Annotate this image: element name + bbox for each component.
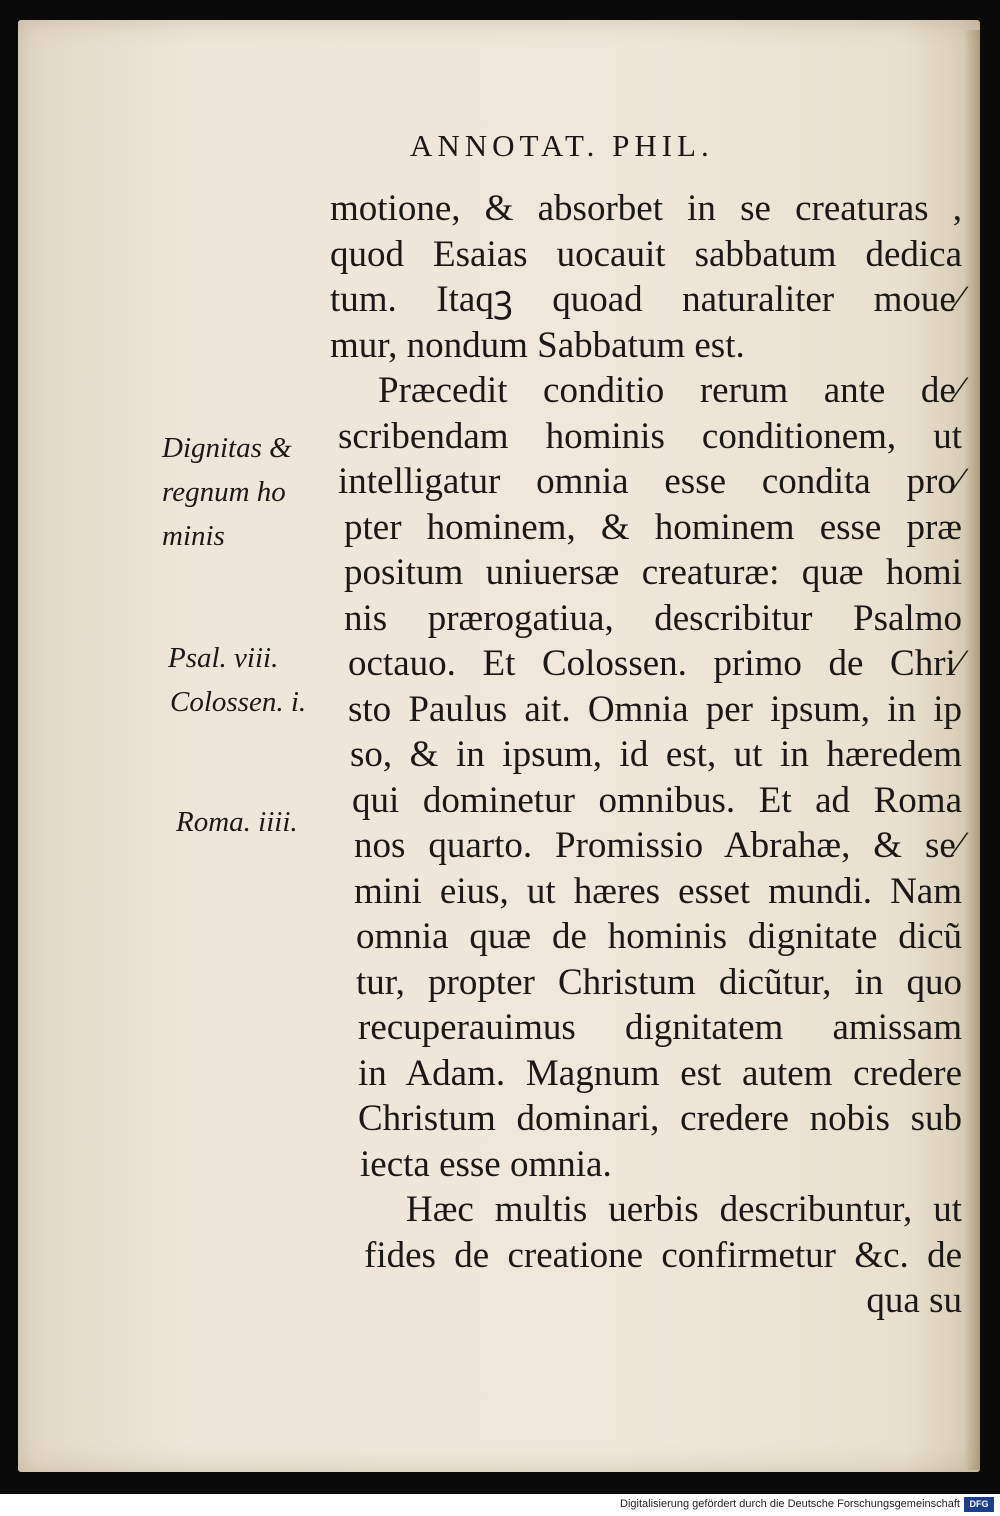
text-line: scribendam hominis conditionem, ut [338, 415, 962, 457]
text-line: Christum dominari, credere nobis sub [358, 1098, 962, 1139]
text-line: omnia quæ de hominis dignitate dicũ [356, 916, 962, 957]
text-line: sto Paulus ait. Omnia per ipsum, in ip [348, 688, 962, 730]
text-line: qua su [866, 1280, 962, 1321]
text-line: iecta esse omnia. [360, 1143, 612, 1185]
footer-bar [0, 1494, 1000, 1516]
body-text [330, 186, 962, 1324]
text-line: positum uniuersæ creaturæ: quæ homi [344, 552, 962, 593]
margin-note-colossians: Colossen. i. [170, 686, 307, 718]
margin-note-dignitas-1: Dignitas & [162, 432, 292, 464]
text-line: intelligatur omnia esse condita pro⁄ [338, 461, 962, 502]
text-line: recuperauimus dignitatem amissam [358, 1007, 962, 1048]
text-line: pter hominem, & hominem esse præ [344, 506, 962, 548]
text-line: nos quarto. Promissio Abrahæ, & se⁄ [354, 825, 962, 866]
text-line: in Adam. Magnum est autem credere [358, 1052, 962, 1094]
text-line: qui dominetur omnibus. Et ad Roma [352, 779, 962, 821]
text-line: tum. Itaqꝫ quoad naturaliter moue⁄ [330, 279, 962, 320]
text-line: motione, & absorbet in se creaturas , [330, 188, 962, 229]
text-line: Hæc multis uerbis describuntur, ut [406, 1189, 962, 1230]
text-line: fides de creatione confirmetur &c. de [364, 1234, 962, 1276]
text-line: mini eius, ut hæres esset mundi. Nam [354, 870, 962, 912]
text-line: so, & in ipsum, id est, ut in hæredem [350, 734, 962, 775]
page-edge-shadow [964, 30, 980, 1470]
text-line: quod Esaias uocauit sabbatum dedica [330, 233, 962, 275]
text-line: tur, propter Christum dicũtur, in quo [356, 961, 962, 1003]
text-line: octauo. Et Colossen. primo de Chri⁄ [348, 643, 962, 684]
margin-note-psalm: Psal. viii. [168, 642, 279, 674]
text-line: Præcedit conditio rerum ante de⁄ [378, 370, 962, 411]
text-line: nis prærogatiua, describitur Psalmo [344, 597, 962, 639]
margin-note-dignitas-3: minis [162, 520, 225, 552]
running-head: ANNOTAT. PHIL. [410, 128, 714, 163]
dfg-logo-icon: DFG [964, 1497, 994, 1512]
margin-note-romans: Roma. iiii. [176, 806, 298, 838]
funding-credit: Digitalisierung gefördert durch die Deutsche Forschungsgemeinschaft [620, 1498, 960, 1510]
text-line: mur, nondum Sabbatum est. [330, 324, 745, 366]
margin-note-dignitas-2: regnum ho [162, 476, 286, 508]
